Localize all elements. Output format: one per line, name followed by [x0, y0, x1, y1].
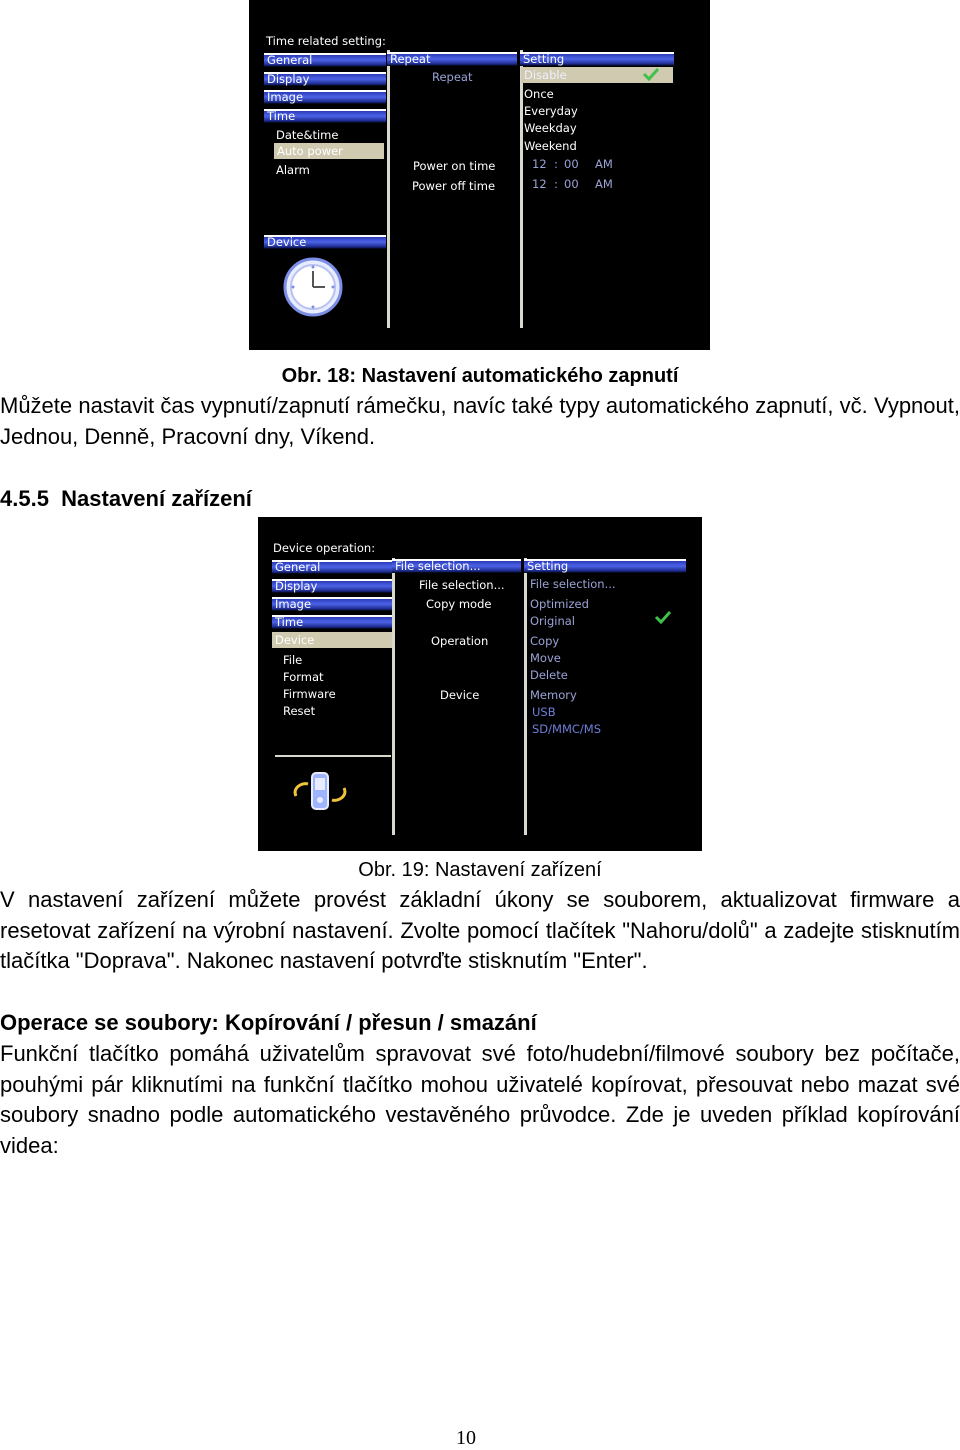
fig2-col2-operation: Operation: [431, 634, 489, 648]
fig1-on-ampm: AM: [595, 157, 613, 171]
figure-18-caption: Obr. 18: Nastavení automatického zapnutí: [281, 365, 679, 387]
section-heading: 4.5.5 Nastavení zařízení: [0, 486, 252, 511]
fig1-sub-autopower: Auto power: [274, 143, 384, 159]
fig2-col3-original: Original: [530, 614, 576, 628]
fig2-col3-usb: USB: [532, 705, 556, 719]
fig1-divider-2: [520, 50, 523, 328]
fig1-power-off-label: Power off time: [412, 179, 496, 193]
fig1-off-min: 00: [564, 177, 579, 191]
page-number: 10: [456, 1427, 476, 1449]
fig1-opt-everyday: Everyday: [524, 104, 578, 118]
fig2-col2-file-selection: File selection...: [419, 578, 505, 592]
fig2-col3-copy: Copy: [530, 634, 560, 648]
fig1-menu-display: Display: [264, 72, 386, 86]
fig2-divider-2: [524, 558, 527, 835]
fig2-sub-firmware: Firmware: [283, 687, 336, 701]
fig1-on-hour: 12: [532, 157, 547, 171]
paragraph-file-operations: Funkční tlačítko pomáhá uživatelům spravovat své foto/hudební/filmové soubory bez počítače, pouhými pár kliknutími na funkční tlačítko mohou uživatelé kopírovat, přesouvat nebo mazat své soubory snadno podle automatického vestavěného průvodce. Zde je uveden příklad kopírování videa:: [0, 1041, 960, 1158]
fig2-menu-time: Time: [272, 615, 392, 629]
fig1-col2-selected: Repeat: [432, 70, 473, 84]
clock-icon: [283, 257, 343, 317]
fig2-col2-header: File selection...: [392, 559, 521, 573]
fig2-menu-general: General: [272, 560, 392, 574]
fig1-opt-weekend: Weekend: [524, 139, 577, 153]
fig2-header: Device operation:: [273, 541, 376, 555]
fig1-on-min: 00: [564, 157, 579, 171]
fig1-menu-general: General: [264, 53, 386, 67]
fig2-menu-device: Device: [272, 632, 392, 648]
fig2-menu-image: Image: [272, 597, 392, 611]
paragraph-device-settings: V nastavení zařízení můžete provést základní úkony se souborem, aktualizovat firmware a resetovat zařízení na výrobní nastavení. Zvolte pomocí tlačítek "Nahoru/dolů" a zadejte stisknutím tlačítka "Doprava". Nakonec nastavení potvrďte stisknutím "Enter".: [0, 887, 960, 974]
fig1-off-colon: :: [554, 177, 558, 191]
fig1-power-on-label: Power on time: [413, 159, 496, 173]
fig2-col3-header: Setting: [524, 559, 686, 573]
fig1-on-colon: :: [554, 157, 558, 171]
fig1-menu-image: Image: [264, 90, 386, 104]
figure-auto-power-screenshot: [249, 0, 710, 350]
fig1-opt-weekday: Weekday: [524, 121, 577, 135]
fig2-col3-file-selection: File selection...: [530, 577, 616, 591]
check-icon: [654, 610, 672, 624]
fig1-menu-device: Device: [264, 235, 386, 249]
fig1-sub-alarm: Alarm: [276, 163, 310, 177]
check-icon: [642, 67, 660, 81]
fig1-sub-datetime: Date&time: [276, 128, 339, 142]
fig2-col3-memory: Memory: [530, 688, 577, 702]
fig1-col3-selected: Disable: [521, 67, 673, 83]
fig1-col3-header: Setting: [520, 52, 674, 66]
fig1-opt-once: Once: [524, 87, 554, 101]
fig2-col3-sdmmcms: SD/MMC/MS: [532, 722, 601, 736]
fig2-sub-file: File: [283, 653, 303, 667]
fig1-menu-time: Time: [264, 109, 386, 123]
figure-19-caption: Obr. 19: Nastavení zařízení: [358, 859, 602, 881]
fig1-col2-header: Repeat: [387, 52, 517, 66]
fig2-sub-format: Format: [283, 670, 324, 684]
file-operations-heading: Operace se soubory: Kopírování / přesun / smazání: [0, 1010, 537, 1035]
figure-device-settings-screenshot: [258, 517, 702, 851]
fig2-col3-optimized: Optimized: [530, 597, 589, 611]
fig2-sub-reset: Reset: [283, 704, 316, 718]
fig2-menu-display: Display: [272, 579, 392, 593]
paragraph-auto-power: Můžete nastavit čas vypnutí/zapnutí rámečku, navíc také typy automatického zapnutí, vč. Vypnout, Jednou, Denně, Pracovní dny, Víkend.: [0, 393, 960, 449]
fig2-col3-move: Move: [530, 651, 561, 665]
fig1-header: Time related setting:: [266, 34, 386, 48]
fig2-col2-device: Device: [440, 688, 480, 702]
fig1-off-ampm: AM: [595, 177, 613, 191]
fig2-divider-1: [392, 558, 395, 835]
fig2-bottom-rule: [275, 755, 391, 757]
fig2-col2-copy-mode: Copy mode: [426, 597, 492, 611]
device-icon: [290, 770, 350, 814]
fig2-col3-delete: Delete: [530, 668, 568, 682]
fig1-divider-1: [387, 50, 390, 328]
fig1-off-hour: 12: [532, 177, 547, 191]
